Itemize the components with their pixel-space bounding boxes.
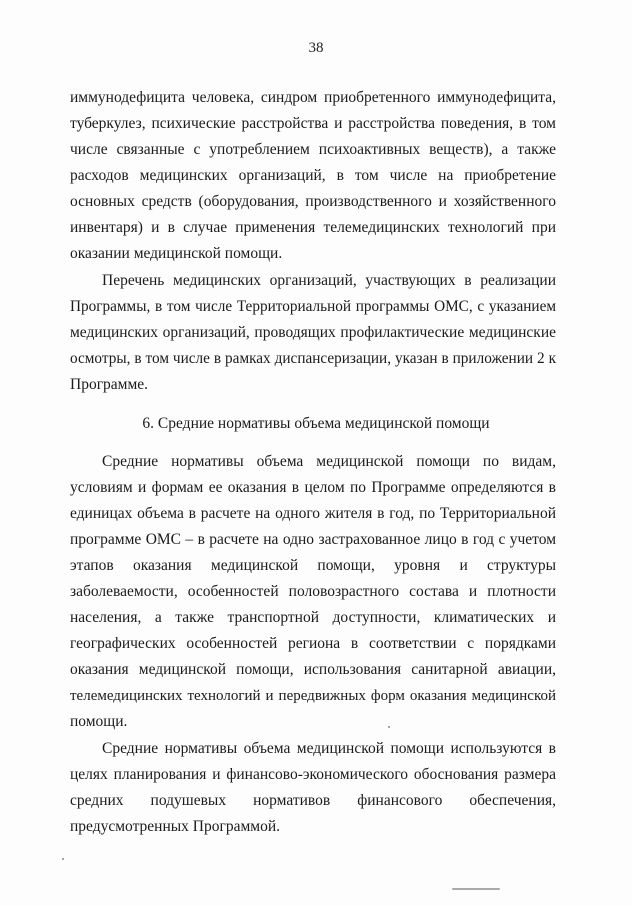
text-line: этапов оказания медицинской помощи, уровня и структуры: [70, 557, 556, 574]
text-line: Программы, в том числе Территориальной программы ОМС, с указанием: [70, 298, 556, 315]
page-number: 38: [308, 40, 324, 56]
text-line: основных средств (оборудования, производственного и хозяйственного: [70, 193, 556, 210]
text-line: оказания медицинской помощи, использования санитарной авиации,: [70, 661, 556, 678]
text-line: иммунодефицита человека, синдром приобретенного иммунодефицита,: [70, 89, 556, 106]
text-line: Средние нормативы объема медицинской помощи по видам,: [102, 453, 556, 470]
text-line: числе связанные с употреблением психоактивных веществ), а также: [70, 141, 556, 158]
text-line: расходов медицинских организаций, в том числе на приобретение: [70, 167, 556, 184]
text-line: Средние нормативы объема медицинской помощи используются в: [102, 740, 556, 757]
text-line: условиям и формам ее оказания в целом по Программе определяются в: [70, 479, 556, 496]
text-line: населения, а также транспортной доступности, климатических и: [70, 609, 556, 626]
text-line: географических особенностей региона в соответствии с порядками: [70, 635, 556, 652]
text-line: заболеваемости, особенностей половозрастного состава и плотности: [70, 583, 556, 600]
text-line: медицинских организаций, проводящих профилактические медицинские: [70, 324, 556, 341]
scan-mark: [452, 888, 500, 890]
scan-speck: [388, 726, 390, 728]
text-line: туберкулез, психические расстройства и расстройства поведения, в том: [70, 115, 556, 132]
text-line: целях планирования и финансово-экономического обоснования размера: [70, 766, 556, 783]
section-heading: 6. Средние нормативы объема медицинской помощи: [142, 415, 490, 432]
text-line: осмотры, в том числе в рамках диспансеризации, указан в приложении 2 к: [70, 350, 556, 367]
text-line: телемедицинских технологий и передвижных форм оказания медицинской: [70, 688, 556, 704]
text-line: средних подушевых нормативов финансового обеспечения,: [70, 792, 556, 809]
text-line: единицах объема в расчете на одного жителя в год, по Территориальной: [70, 505, 556, 522]
text-line: инвентаря) и в случае применения телемедицинских технологий при: [70, 219, 556, 236]
text-line: Перечень медицинских организаций, участвующих в реализации: [102, 272, 556, 289]
text-line: Программе.: [70, 376, 149, 393]
text-line: оказании медицинской помощи.: [70, 245, 283, 262]
text-line: программе ОМС – в расчете на одно застрахованное лицо в год с учетом: [70, 531, 556, 548]
text-line: помощи.: [70, 713, 128, 730]
scan-speck: [62, 858, 64, 860]
text-line: предусмотренных Программой.: [70, 818, 281, 835]
